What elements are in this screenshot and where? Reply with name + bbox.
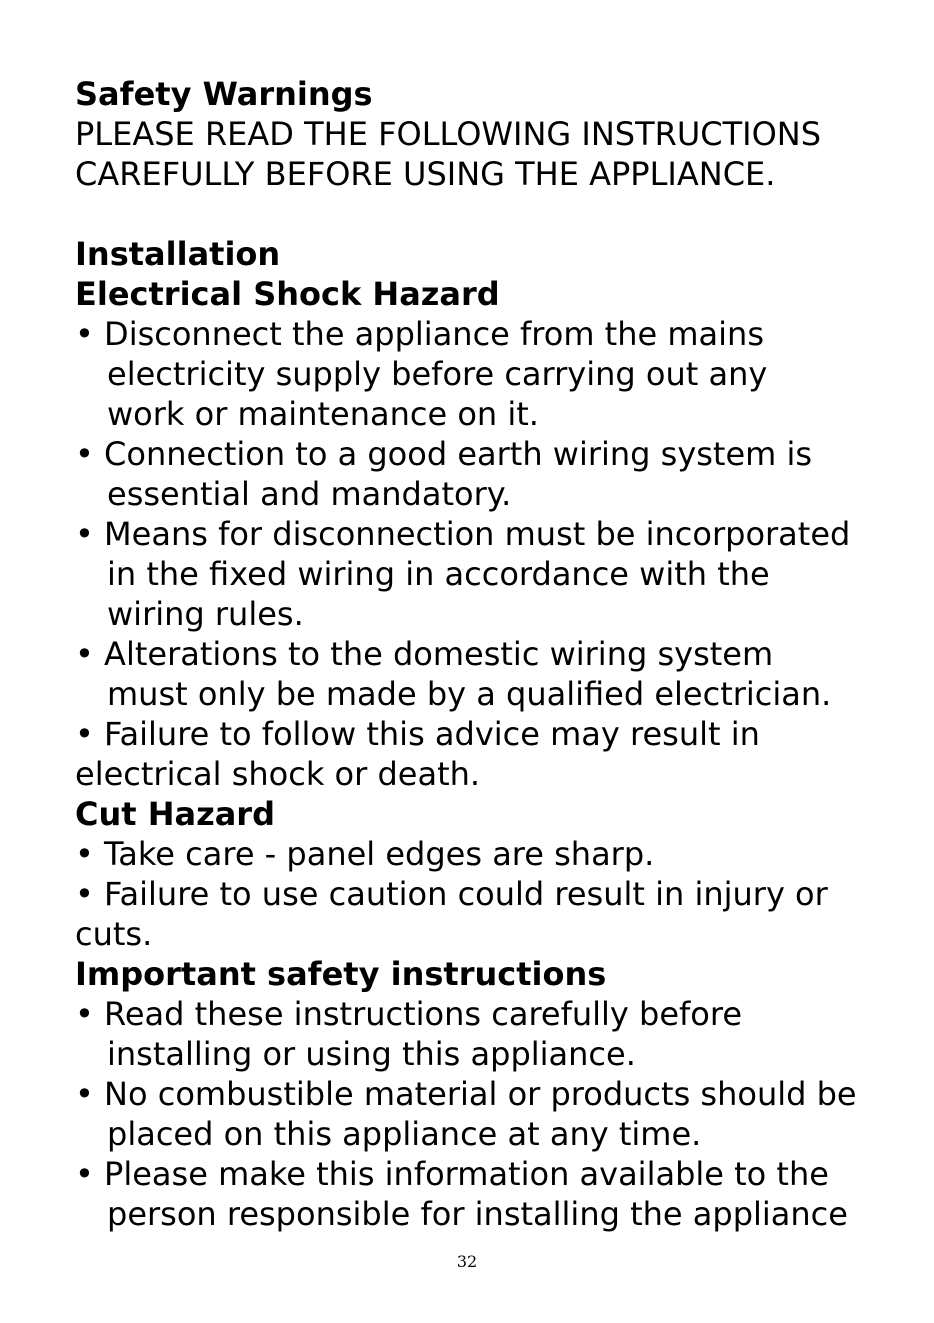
list-item-text: must only be made by a qualified electrician. (107, 675, 832, 713)
list-item-text: • Means for disconnection must be incorporated (75, 515, 851, 553)
electrical-hazard-heading: Electrical Shock Hazard (75, 275, 500, 313)
list-item (75, 434, 875, 514)
list-item-text: • Alterations to the domestic wiring system (75, 635, 774, 673)
spacer (75, 194, 875, 234)
intro-line-2: CAREFULLY BEFORE USING THE APPLIANCE. (75, 155, 776, 193)
list-item (75, 1154, 875, 1234)
failure-warning-line: • Failure to follow this advice may result in (75, 715, 760, 753)
list-item-text: in the fixed wiring in accordance with the (107, 555, 770, 593)
list-item-text: person responsible for installing the appliance (107, 1195, 848, 1233)
failure-warning-line: electrical shock or death. (75, 755, 481, 793)
list-item (75, 314, 875, 434)
cut-hazard-line: cuts. (75, 915, 153, 953)
list-item-text: installing or using this appliance. (107, 1035, 636, 1073)
list-item-text: • Please make this information available to the (75, 1155, 829, 1193)
cut-hazard-line: • Failure to use caution could result in injury or (75, 875, 828, 913)
list-item (75, 634, 875, 714)
important-instructions-heading: Important safety instructions (75, 955, 607, 993)
installation-heading: Installation (75, 235, 281, 273)
list-item (75, 994, 875, 1074)
cut-hazard-line: • Take care - panel edges are sharp. (75, 835, 655, 873)
list-item-text: work or maintenance on it. (107, 395, 539, 433)
list-item-text: placed on this appliance at any time. (107, 1115, 702, 1153)
list-item-text: • Disconnect the appliance from the mains (75, 315, 764, 353)
intro-line-1: PLEASE READ THE FOLLOWING INSTRUCTIONS (75, 115, 822, 153)
list-item-text: • Read these instructions carefully before (75, 995, 742, 1033)
document-page (75, 74, 875, 1234)
list-item (75, 1074, 875, 1154)
list-item-text: • No combustible material or products should be (75, 1075, 857, 1113)
list-item (75, 514, 875, 634)
list-item-text: • Connection to a good earth wiring system is (75, 435, 813, 473)
page-title: Safety Warnings (75, 75, 373, 113)
cut-hazard-heading: Cut Hazard (75, 795, 275, 833)
list-item-text: essential and mandatory. (107, 475, 512, 513)
page-number: 32 (456, 1252, 478, 1271)
list-item-text: electricity supply before carrying out any (107, 355, 768, 393)
list-item-text: wiring rules. (107, 595, 304, 633)
